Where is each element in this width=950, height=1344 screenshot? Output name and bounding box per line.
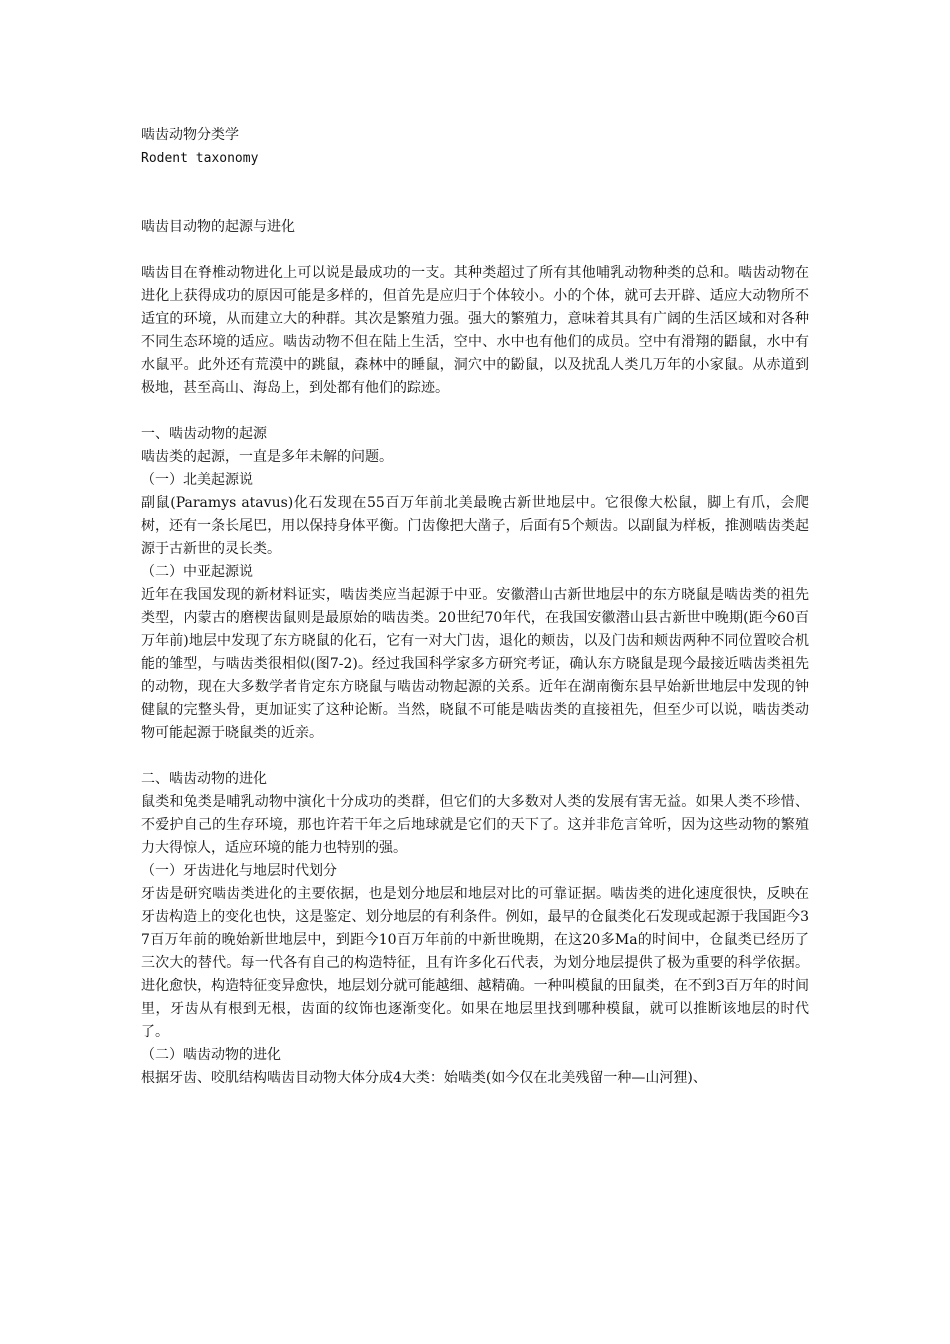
intro-paragraph: 啮齿目在脊椎动物进化上可以说是最成功的一支。其种类超过了所有其他哺乳动物种类的总和。啮齿动物在进化上获得成功的原因可能是多样的，但首先是应归于个体较小。小的个体，就可去开辟、适应大动物所不适宜的环境，从而建立大的种群。其次是繁殖力强。强大的繁殖力，意味着其具有广阔的生活区域和对各种不同生态环境的适应。啮齿动物不但在陆上生活，空中、水中也有他们的成员。空中有滑翔的鼯鼠，水中有水鼠平。此外还有荒漠中的跳鼠，森林中的睡鼠，洞穴中的鼢鼠，以及扰乱人类几万年的小家鼠。从赤道到极地，甚至高山、海岛上，到处都有他们的踪迹。 (141, 265, 809, 396)
part1-sub2-heading: （二）中亚起源说 (141, 564, 253, 580)
spacer (141, 400, 809, 423)
part2-sub2-heading: （二）啮齿动物的进化 (141, 1047, 281, 1063)
part2-lead: 鼠类和兔类是哺乳动物中演化十分成功的类群，但它们的大多数对人类的发展有害无益。如果人类不珍惜、不爱护自己的生存环境，那也许若干年之后地球就是它们的天下了。这并非危言耸听，因为这些动物的繁殖力大得惊人，适应环境的能力也特别的强。 (141, 794, 809, 856)
part2-heading: 二、啮齿动物的进化 (141, 771, 267, 787)
part2-sub1-paragraph: 牙齿是研究啮齿类进化的主要依据，也是划分地层和地层对比的可靠证据。啮齿类的进化速度很快，反映在牙齿构造上的变化也快，这是鉴定、划分地层的有利条件。例如，最早的仓鼠类化石发现或起源于我国距今37百万年前的晚始新世地层中，到距今10百万年前的中新世晚期，在这20多Ma的时间中，仓鼠类已经历了三次大的替代。每一代各有自己的构造特征，且有许多化石代表，为划分地层提供了极为重要的科学依据。进化愈快，构造特征变异愈快，地层划分就可能越细、越精确。一种叫模鼠的田鼠类，在不到3百万年的时间里，牙齿从有根到无根，齿面的纹饰也逐渐变化。如果在地层里找到哪种模鼠，就可以推断该地层的时代了。 (141, 886, 809, 1040)
part1-heading: 一、啮齿动物的起源 (141, 426, 267, 442)
document-title: 啮齿动物分类学 (141, 127, 239, 143)
part2-sub2-paragraph: 根据牙齿、咬肌结构啮齿目动物大体分成4大类：始啮类(如今仅在北美残留一种—山河狸)、 (141, 1070, 707, 1086)
spacer (141, 170, 809, 216)
part1-sub1-heading: （一）北美起源说 (141, 472, 253, 488)
document-subtitle-english: Rodent taxonomy (141, 151, 259, 166)
part1-sub1-paragraph: 副鼠(Paramys atavus)化石发现在55百万年前北美最晚古新世地层中。它很像大松鼠，脚上有爪，会爬树，还有一条长尾巴，用以保持身体平衡。门齿像把大凿子，后面有5个颊齿。以副鼠为样板，推测啮齿类起源于古新世的灵长类。 (141, 495, 809, 557)
part2-sub1-heading: （一）牙齿进化与地层时代划分 (141, 863, 337, 879)
part1-sub2-paragraph: 近年在我国发现的新材料证实，啮齿类应当起源于中亚。安徽潜山古新世地层中的东方晓鼠是啮齿类的祖先类型，内蒙古的磨楔齿鼠则是最原始的啮齿类。20世纪70年代，在我国安徽潜山县古新世中晚期(距今60百万年前)地层中发现了东方晓鼠的化石，它有一对大门齿，退化的颊齿，以及门齿和颊齿两种不同位置咬合机能的雏型，与啮齿类很相似(图7-2)。经过我国科学家多方研究考证，确认东方晓鼠是现今最接近啮齿类祖先的动物，现在大多数学者肯定东方晓鼠与啮齿动物起源的关系。近年在湖南衡东县早始新世地层中发现的钟健鼠的完整头骨，更加证实了这种论断。当然，晓鼠不可能是啮齿类的直接祖先，但至少可以说，啮齿类动物可能起源于晓鼠类的近亲。 (141, 587, 809, 741)
part1-lead: 啮齿类的起源，一直是多年未解的问题。 (141, 449, 393, 465)
spacer (141, 239, 809, 262)
section-heading: 啮齿目动物的起源与进化 (141, 219, 295, 235)
document-page (141, 124, 809, 1090)
spacer (141, 745, 809, 768)
